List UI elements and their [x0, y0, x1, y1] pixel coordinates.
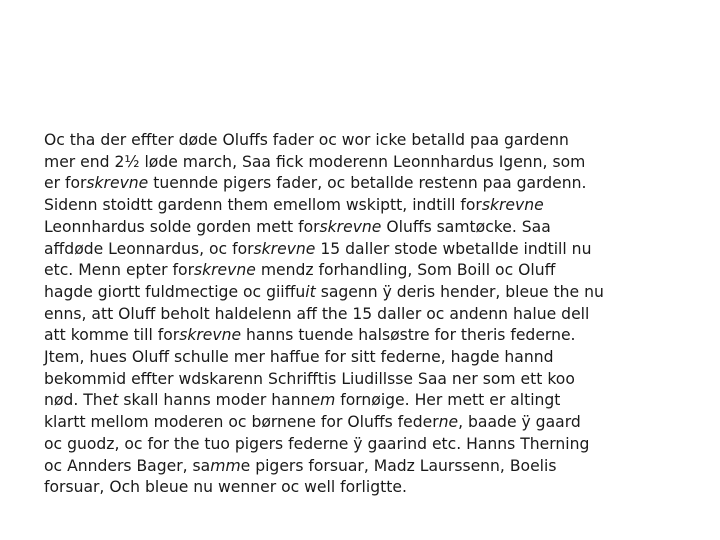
text-segment: hagde giortt fuldmectige oc giiffu — [44, 282, 306, 301]
text-segment: skall hanns moder hann — [118, 391, 311, 410]
italic-segment: skrevne — [193, 261, 256, 280]
text-segment: forsuar, Och bleue nu wenner oc well forligtte. — [44, 478, 407, 497]
italic-segment: mm — [210, 456, 241, 475]
text-line — [44, 173, 694, 195]
text-line — [44, 369, 694, 391]
italic-segment: ne — [438, 413, 459, 432]
text-line — [44, 282, 694, 304]
text-segment: mer end 2½ løde march, Saa fick moderenn Leonnhardus Igenn, som — [44, 152, 586, 171]
text-segment: , baade ÿ gaard — [458, 413, 581, 432]
text-segment: tuennde pigers fader, oc betallde restenn paa gardenn. — [148, 174, 587, 193]
italic-segment: skrevne — [253, 239, 316, 258]
transcription-text — [44, 130, 694, 499]
italic-segment: skrevne — [319, 217, 382, 236]
text-segment: 15 daller stode wbetallde indtill nu — [315, 239, 592, 258]
text-line — [44, 347, 694, 369]
text-segment: Sidenn stoidtt gardenn them emellom wskiptt, indtill for — [44, 196, 482, 215]
text-line — [44, 412, 694, 434]
italic-segment: skrevne — [86, 174, 149, 193]
text-segment: fornøige. Her mett er altingt — [335, 391, 561, 410]
text-segment: er for — [44, 174, 87, 193]
text-segment: oc Annders Bager, sa — [44, 456, 211, 475]
text-segment: mendz forhandling, Som Boill oc Oluff — [255, 261, 556, 280]
text-segment: bekommid effter wdskarenn Schrifftis Liudillsse Saa ner som ett koo — [44, 369, 575, 388]
text-line — [44, 217, 694, 239]
text-segment: klartt mellom moderen oc børnene for Oluffs feder — [44, 413, 439, 432]
italic-segment: skrevne — [179, 326, 242, 345]
text-segment: e pigers forsuar, Madz Laurssenn, Boelis — [240, 456, 557, 475]
text-line — [44, 260, 694, 282]
text-line — [44, 130, 694, 152]
text-segment: Oluffs samtøcke. Saa — [381, 217, 551, 236]
text-segment: sagenn ÿ deris hender, bleue the nu — [315, 282, 604, 301]
text-segment: att komme till for — [44, 326, 180, 345]
text-segment: oc guodz, oc for the tuo pigers federne ÿ gaarind etc. Hanns Therning — [44, 434, 590, 453]
text-line — [44, 195, 694, 217]
text-line — [44, 434, 694, 456]
text-line — [44, 325, 694, 347]
italic-segment: em — [310, 391, 336, 410]
text-line — [44, 477, 694, 499]
text-line — [44, 456, 694, 478]
text-segment: affdøde Leonnardus, oc for — [44, 239, 254, 258]
text-segment: Oc tha der effter døde Oluffs fader oc wor icke betalld paa gardenn — [44, 131, 569, 149]
text-line — [44, 304, 694, 326]
text-line — [44, 239, 694, 261]
text-segment: enns, att Oluff beholt haldelenn aff the 15 daller oc andenn halue dell — [44, 304, 590, 323]
text-segment: nød. The — [44, 391, 113, 410]
italic-segment: skrevne — [481, 196, 544, 215]
italic-segment: t — [112, 391, 119, 410]
text-segment: Leonnhardus solde gorden mett for — [44, 217, 320, 236]
text-segment: Jtem, hues Oluff schulle mer haffue for sitt federne, hagde hannd — [44, 348, 554, 367]
text-line — [44, 152, 694, 174]
text-segment: etc. Menn epter for — [44, 261, 194, 280]
text-line — [44, 390, 694, 412]
text-segment: hanns tuende halsøstre for theris federne. — [241, 326, 576, 345]
italic-segment: it — [305, 282, 316, 301]
